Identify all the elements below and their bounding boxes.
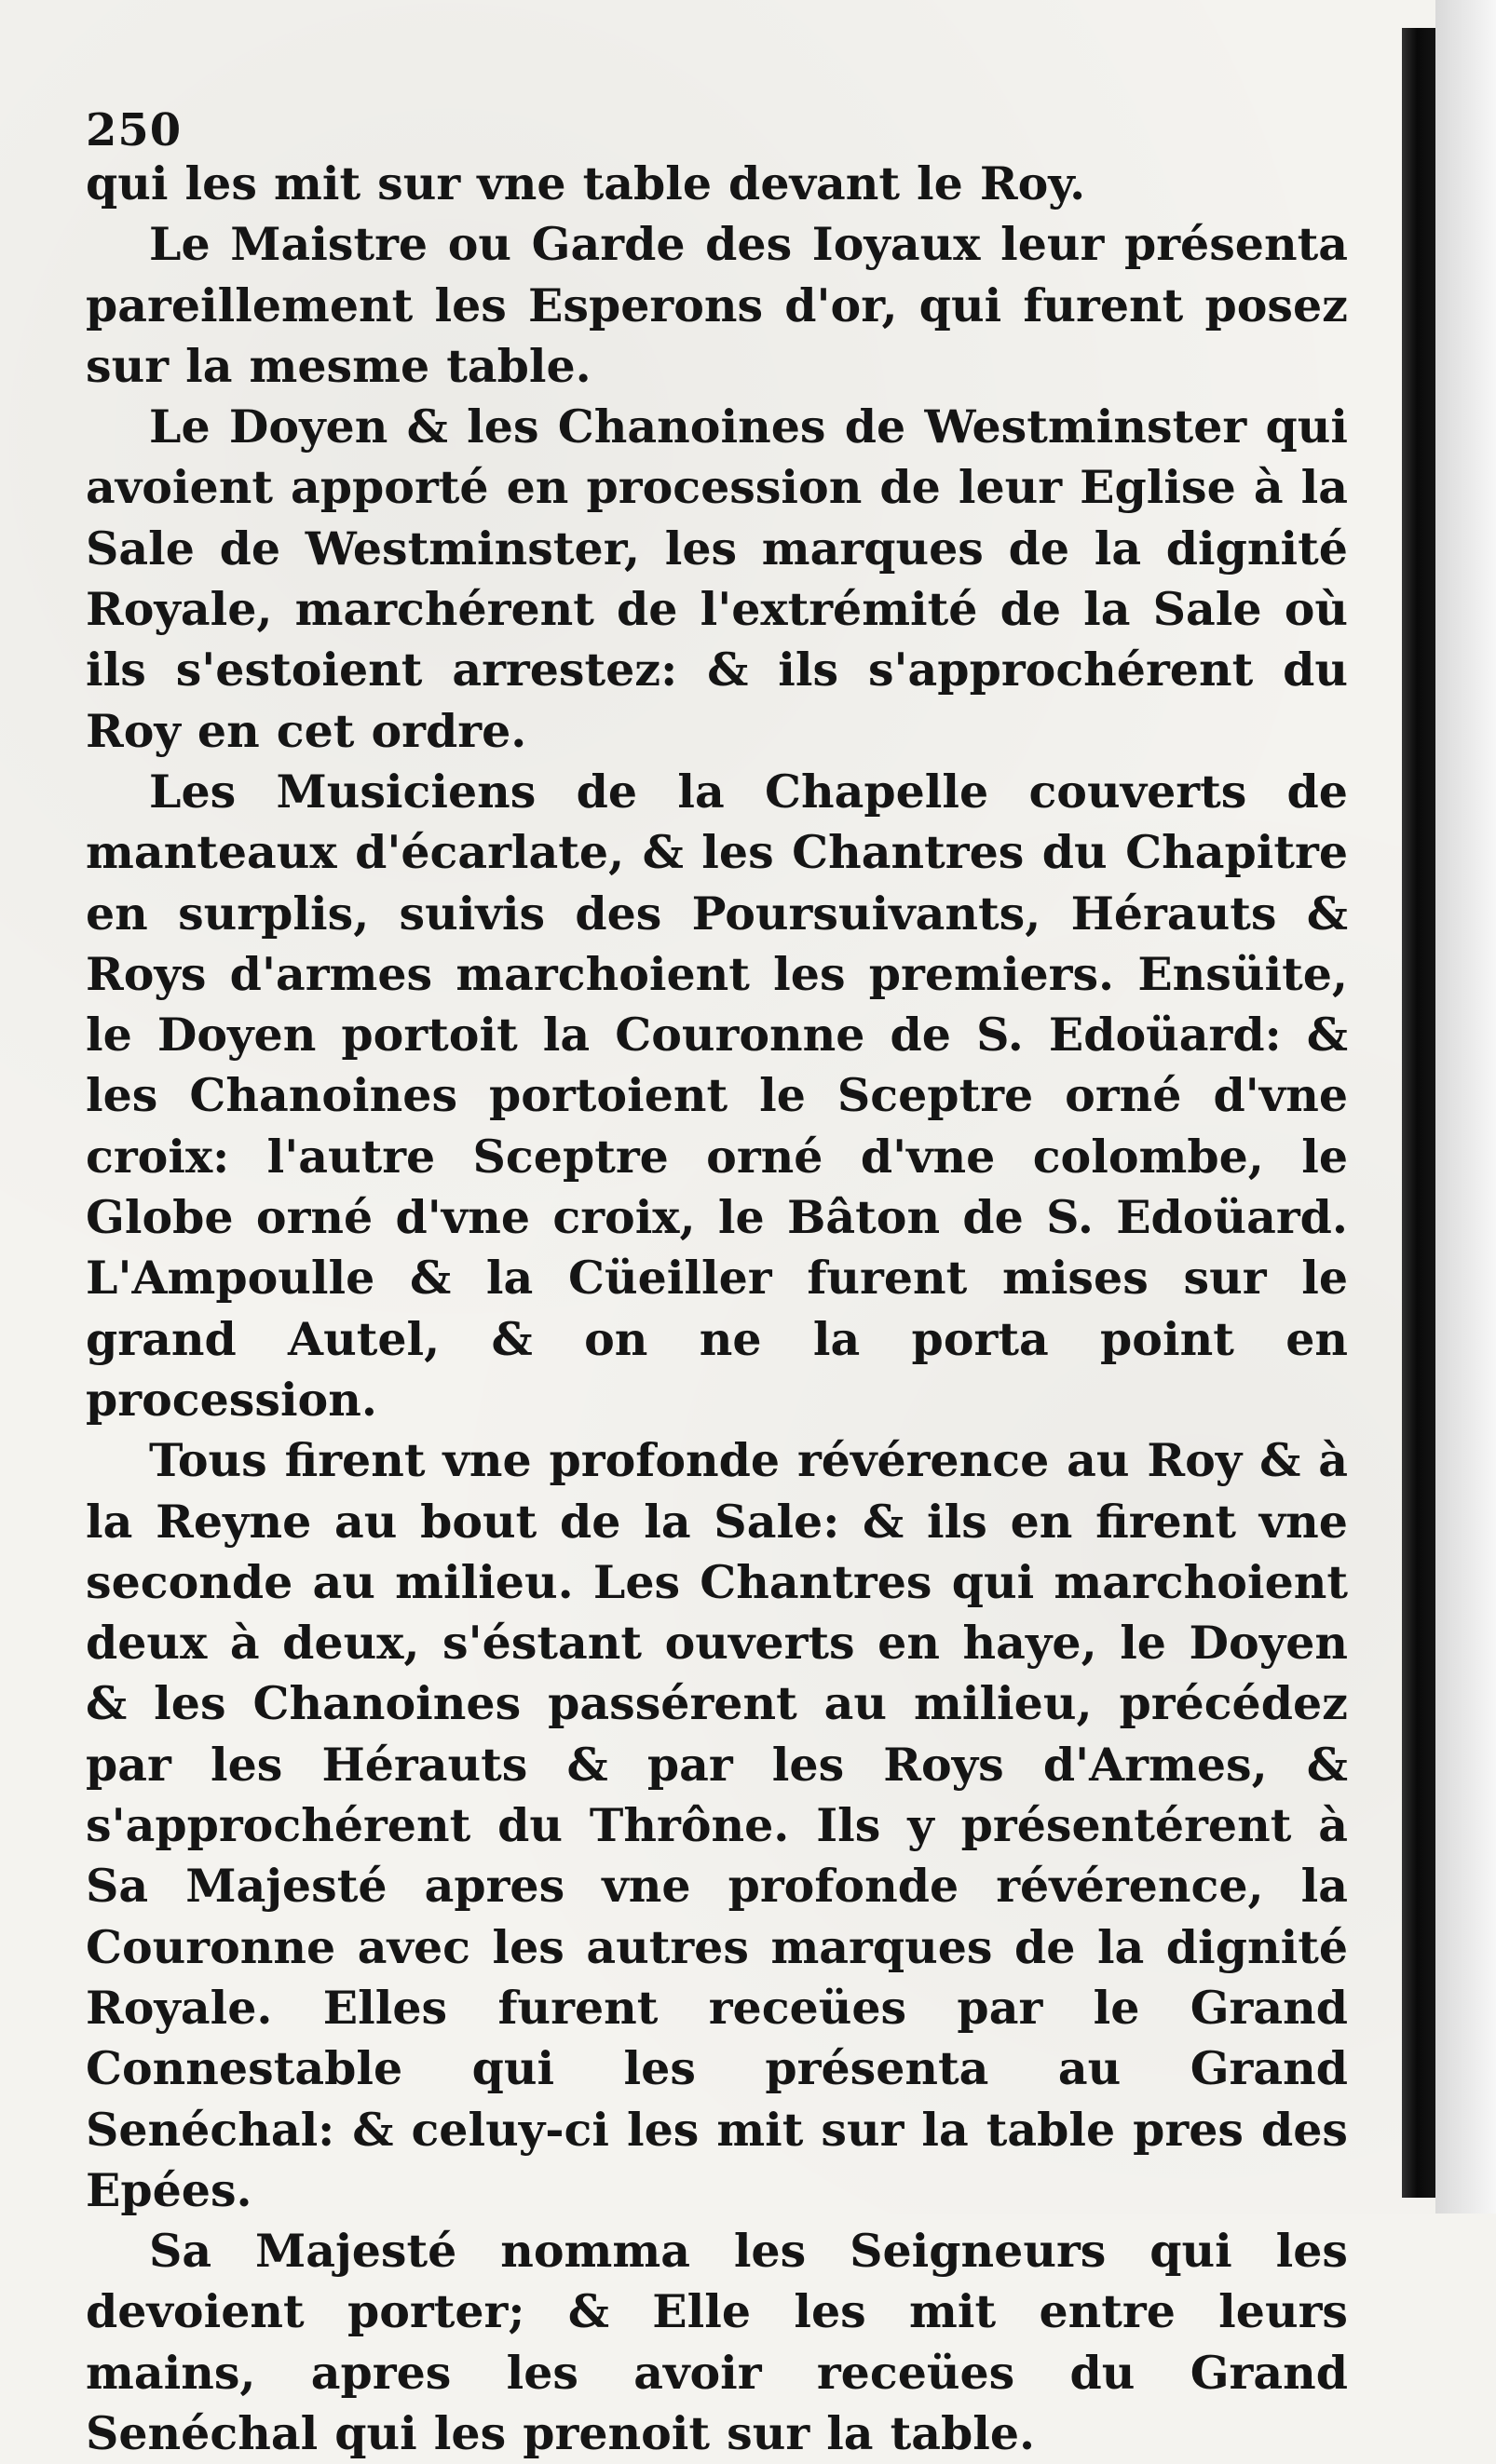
paragraph-1: qui les mit sur vne table devant le Roy. [86,156,1086,210]
paragraph-6: Sa Majesté nomma les Seigneurs qui les devoient porter; & Elle les mit entre leurs mains, apres les avoir receües du Grand Senéchal qui les prenoit sur la table. [86,2224,1348,2460]
paragraph-3: Le Doyen & les Chanoines de Westminster qui avoient apporté en procession de leur Eglise à la Sale de Westminster, les marques de la dignité Royale, marchérent de l'extrémité de la Sale où ils s'estoient arrestez: & ils s'approchérent du Roy en cet ordre. [86,399,1348,758]
binding-shadow [1402,28,1435,2198]
page-number: 250 [86,104,183,156]
paragraph-4: Les Musiciens de la Chapelle couverts de manteaux d'écarlate, & les Chantres du Chapitre en surplis, suivis des Poursuivants, Hérauts & Roys d'armes marchoient les premiers. Ensüite, le Doyen portoit la Couronne de S. Edoüard: & les Chanoines portoient le Sceptre orné d'vne croix: l'autre Sceptre orné d'vne colombe, le Globe orné d'vne croix, le Bâton de S. Edoüard. L'Ampoulle & la Cüeiller furent mises sur le grand Autel, & on ne la porta point en procession. [86,764,1348,1427]
page-edge [1435,0,1496,2214]
paragraph-5: Tous firent vne profonde révérence au Roy & à la Reyne au bout de la Sale: & ils en firent vne seconde au milieu. Les Chantres qui marchoient deux à deux, s'éstant ouverts en haye, le Doyen & les Chanoines passérent au milieu, précédez par les Hérauts & par les Roys d'Armes, & s'approchérent du Thrône. Ils y présentérent à Sa Majesté apres vne profonde révérence, la Couronne avec les autres marques de la dignité Royale. Elles furent receües par le Grand Connestable qui les présenta au Grand Senéchal: & celuy-ci les mit sur la table pres des Epées. [86,1433,1348,2217]
page-text [86,154,1348,2464]
paragraph-2: Le Maistre ou Garde des Ioyaux leur présenta pareillement les Esperons d'or, qui furent posez sur la mesme table. [86,217,1348,393]
